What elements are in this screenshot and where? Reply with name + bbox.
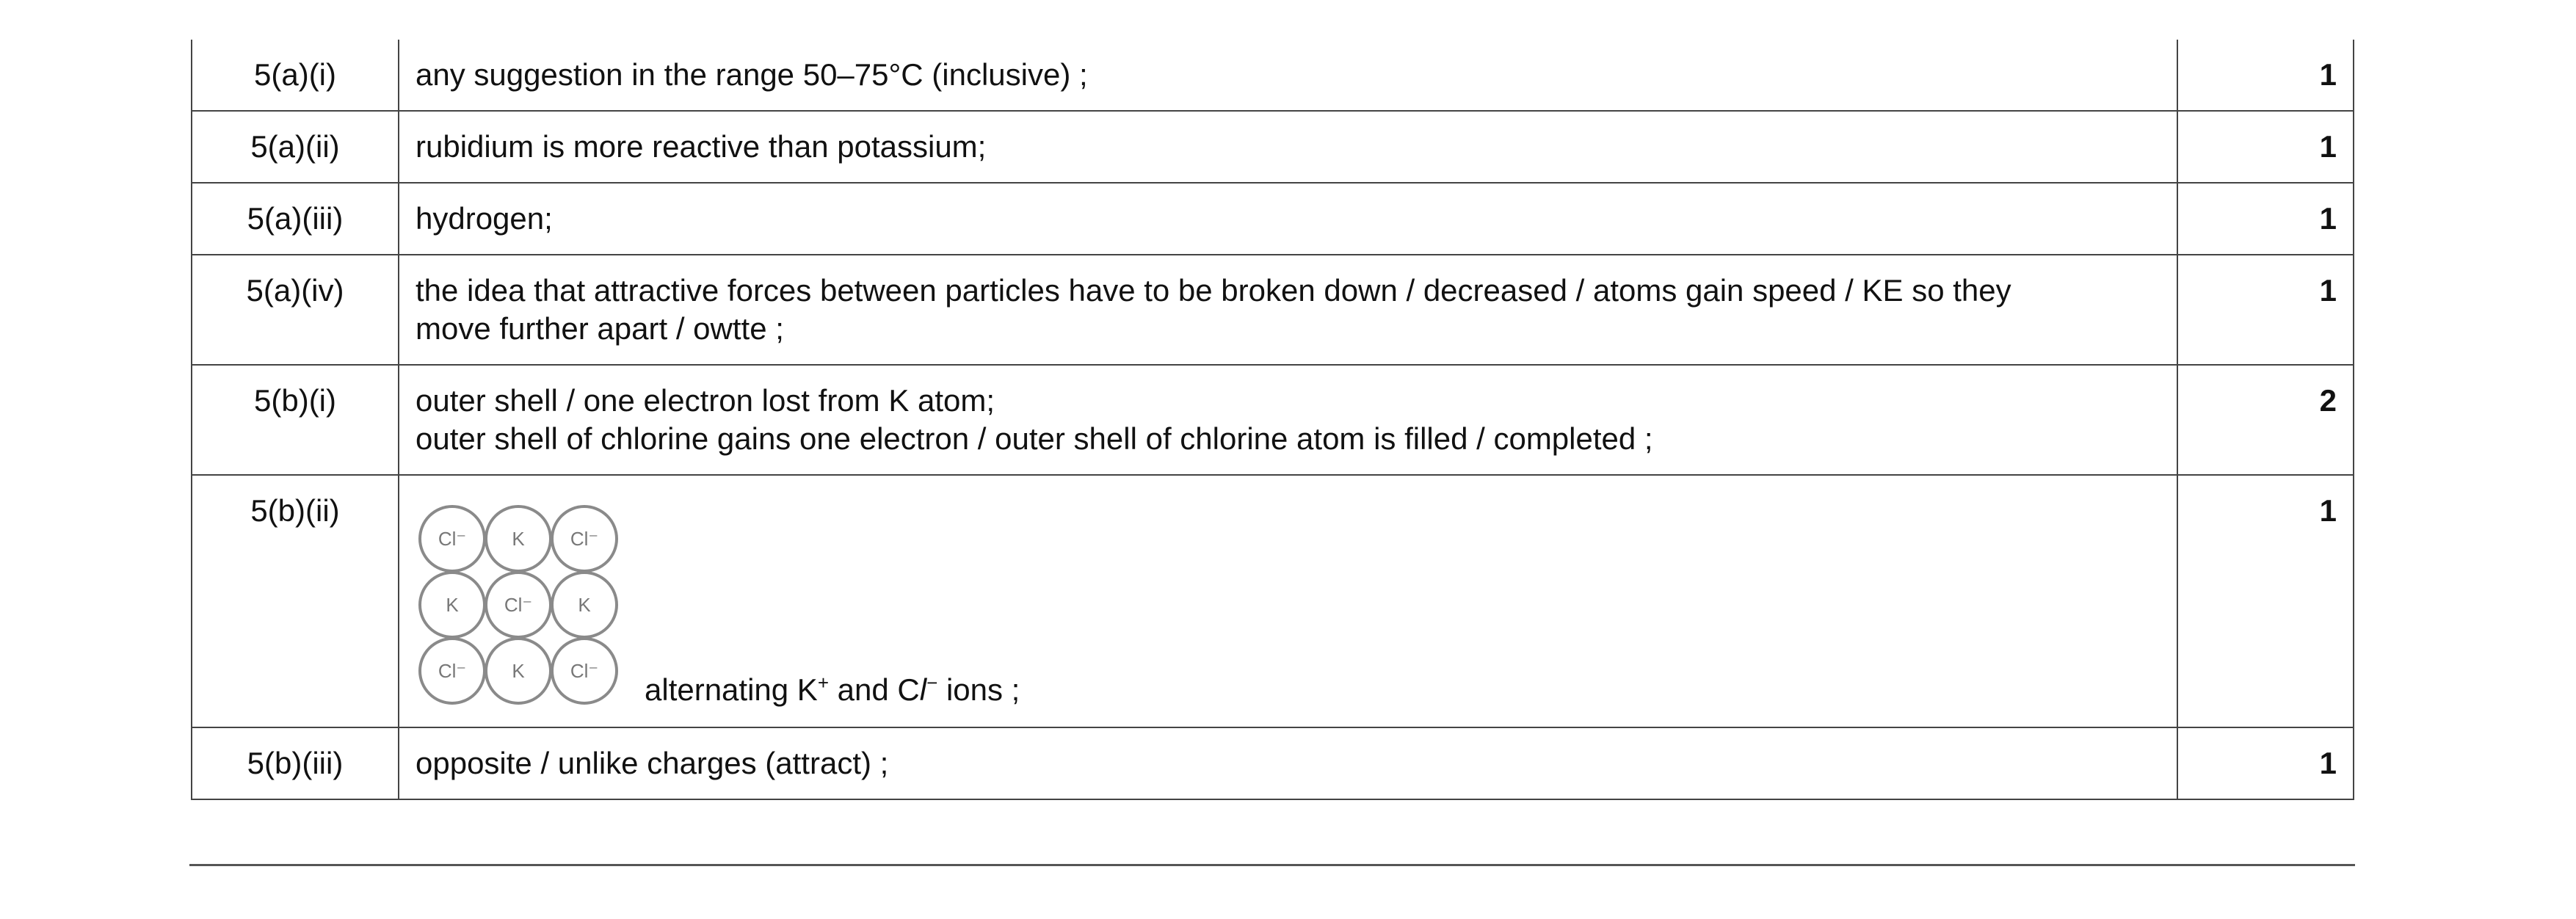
answer-text: move further apart / owtte ; — [416, 311, 784, 346]
marks-cell: 1 — [2177, 40, 2354, 111]
lattice-answer — [416, 502, 2160, 711]
lattice-ion — [486, 506, 551, 571]
answer-cell — [399, 111, 2177, 183]
lattice-ion-label: Cl⁻ — [570, 528, 599, 550]
table-row — [192, 40, 2354, 111]
lattice-caption — [645, 671, 1020, 709]
answer-cell — [399, 255, 2177, 365]
lattice-ion-label: Cl⁻ — [438, 528, 467, 550]
question-number: 5(b)(iii) — [192, 727, 399, 799]
table-row — [192, 475, 2354, 727]
marks-cell: 1 — [2177, 727, 2354, 799]
ionic-lattice-diagram — [416, 502, 624, 711]
lattice-ion-label: Cl⁻ — [438, 660, 467, 682]
answer-cell — [399, 727, 2177, 799]
marks-cell: 1 — [2177, 475, 2354, 727]
answer-cell — [399, 365, 2177, 475]
mark-scheme-table — [191, 40, 2354, 800]
lattice-ion-label: K — [512, 528, 525, 550]
lattice-ion — [552, 506, 617, 571]
question-number: 5(b)(ii) — [192, 475, 399, 727]
question-number: 5(b)(i) — [192, 365, 399, 475]
table-row — [192, 727, 2354, 799]
lattice-ion — [486, 639, 551, 703]
caption-italic: l — [919, 672, 927, 707]
caption-superscript: + — [817, 672, 830, 694]
caption-text: ions ; — [937, 672, 1020, 707]
lattice-ion — [420, 573, 485, 637]
question-number: 5(a)(iv) — [192, 255, 399, 365]
table-row — [192, 111, 2354, 183]
answer-cell — [399, 183, 2177, 255]
lattice-ion — [420, 506, 485, 571]
marks-cell: 1 — [2177, 111, 2354, 183]
answer-text: opposite / unlike charges (attract) ; — [416, 746, 889, 780]
answer-cell — [399, 475, 2177, 727]
lattice-ion — [552, 639, 617, 703]
question-number: 5(a)(iii) — [192, 183, 399, 255]
caption-text: and C — [829, 672, 920, 707]
lattice-ion-label: K — [446, 594, 459, 616]
answer-text: outer shell of chlorine gains one electron / outer shell of chlorine atom is filled / completed ; — [416, 421, 1653, 456]
table-row — [192, 255, 2354, 365]
page-footer-rule — [189, 864, 2355, 866]
question-number: 5(a)(i) — [192, 40, 399, 111]
table-row — [192, 365, 2354, 475]
lattice-ion — [552, 573, 617, 637]
caption-superscript: − — [926, 672, 938, 694]
marks-cell: 1 — [2177, 183, 2354, 255]
caption-text: alternating K — [645, 672, 818, 707]
answer-cell — [399, 40, 2177, 111]
lattice-ion — [420, 639, 485, 703]
answer-text: rubidium is more reactive than potassium; — [416, 129, 987, 164]
lattice-ion-label: K — [578, 594, 591, 616]
lattice-ion — [486, 573, 551, 637]
answer-text: hydrogen; — [416, 201, 553, 236]
answer-text: outer shell / one electron lost from K atom; — [416, 383, 995, 418]
question-number: 5(a)(ii) — [192, 111, 399, 183]
marks-cell: 1 — [2177, 255, 2354, 365]
answer-text: any suggestion in the range 50–75°C (inclusive) ; — [416, 57, 1088, 92]
marks-cell: 2 — [2177, 365, 2354, 475]
table-row — [192, 183, 2354, 255]
lattice-ion-label: Cl⁻ — [570, 660, 599, 682]
lattice-ion-label: K — [512, 660, 525, 682]
lattice-ion-label: Cl⁻ — [504, 594, 533, 616]
answer-text: the idea that attractive forces between particles have to be broken down / decreased / atoms gain speed / KE so they — [416, 273, 2011, 308]
